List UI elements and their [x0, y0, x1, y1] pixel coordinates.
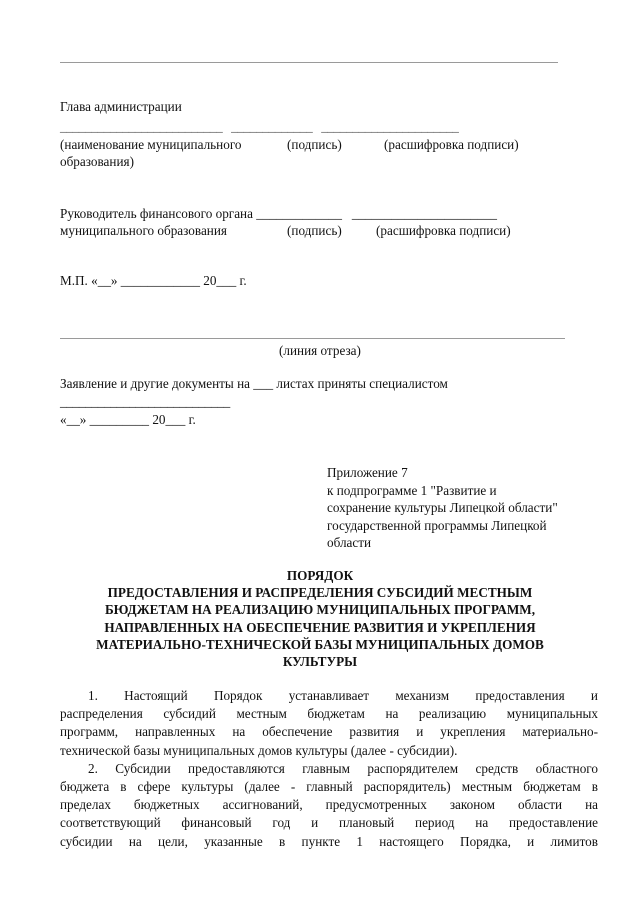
- cut-line: [60, 338, 565, 339]
- paragraph-line: 2. Субсидии предоставляются главным распорядителем средств областного: [88, 760, 598, 776]
- paragraph-line: бюджета в сфере культуры (далее - главный распорядитель) местным бюджетам в: [60, 778, 598, 794]
- top-separator-line: [60, 62, 558, 63]
- title-line: МАТЕРИАЛЬНО-ТЕХНИЧЕСКОЙ БАЗЫ МУНИЦИПАЛЬНЫХ ДОМОВ: [96, 636, 544, 652]
- title-line: КУЛЬТУРЫ: [282, 654, 358, 670]
- head-signature-underscores: __________________________ _____________ ______________________: [60, 119, 459, 134]
- application-line-3: «__» _________ 20___ г.: [60, 412, 196, 427]
- title-line: ПРЕДОСТАВЛЕНИЯ И РАСПРЕДЕЛЕНИЯ СУБСИДИЙ МЕСТНЫМ: [107, 585, 533, 601]
- paragraph-line: технической базы муниципальных домов культуры (далее - субсидии).: [60, 742, 458, 758]
- appendix-line: области: [327, 535, 372, 550]
- appendix-line: к подпрограмме 1 "Развитие и: [327, 482, 497, 498]
- cut-line-label: (линия отреза): [279, 343, 361, 358]
- head-caption-decoding: (расшифровка подписи): [384, 137, 519, 152]
- appendix-reference: [327, 464, 607, 552]
- paragraph-line: пределах бюджетных ассигнований, предусмотренных законом области на: [60, 797, 598, 813]
- paragraph-line: 1. Настоящий Порядок устанавливает механизм предоставления и: [88, 688, 598, 703]
- finance-caption-signature: (подпись): [287, 223, 342, 238]
- application-line-2: ___________________________: [60, 394, 230, 409]
- head-caption-municipality: (наименование муниципального: [60, 137, 242, 152]
- appendix-line: государственной программы Липецкой: [327, 517, 547, 533]
- document-title: [60, 567, 580, 670]
- paragraph-1: [60, 687, 598, 760]
- paragraph-2: [60, 760, 598, 851]
- head-caption-municipality-2: образования): [60, 154, 134, 169]
- paragraph-line: соответствующий финансовый год и плановый период на предоставление: [60, 815, 598, 831]
- head-caption-signature: (подпись): [287, 137, 342, 152]
- title-line: ПОРЯДОК: [286, 568, 354, 583]
- title-line: НАПРАВЛЕННЫХ НА ОБЕСПЕЧЕНИЕ РАЗВИТИЯ И УКРЕПЛЕНИЯ: [104, 619, 536, 635]
- appendix-line: сохранение культуры Липецкой области": [327, 500, 558, 515]
- application-line-1: Заявление и другие документы на ___ листах приняты специалистом: [60, 376, 448, 391]
- finance-line-2-label: муниципального образования: [60, 223, 227, 238]
- paragraph-line: субсидии на цели, указанные в пункте 1 настоящего Порядка, и лимитов: [60, 833, 598, 849]
- appendix-line: Приложение 7: [327, 465, 408, 480]
- paragraph-line: распределения субсидий местным бюджетам на реализацию муниципальных: [60, 706, 598, 722]
- paragraph-line: программ, направленных на обеспечение развития и укрепления материально-: [60, 724, 598, 740]
- finance-line-1: Руководитель финансового органа _____________ ______________________: [60, 206, 497, 221]
- head-title: Глава администрации: [60, 99, 182, 114]
- document-body: [60, 687, 598, 851]
- finance-caption-decoding: (расшифровка подписи): [376, 223, 511, 238]
- title-line: БЮДЖЕТАМ НА РЕАЛИЗАЦИЮ МУНИЦИПАЛЬНЫХ ПРОГРАММ,: [104, 602, 536, 618]
- stamp-line: М.П. «__» ____________ 20___ г.: [60, 273, 247, 288]
